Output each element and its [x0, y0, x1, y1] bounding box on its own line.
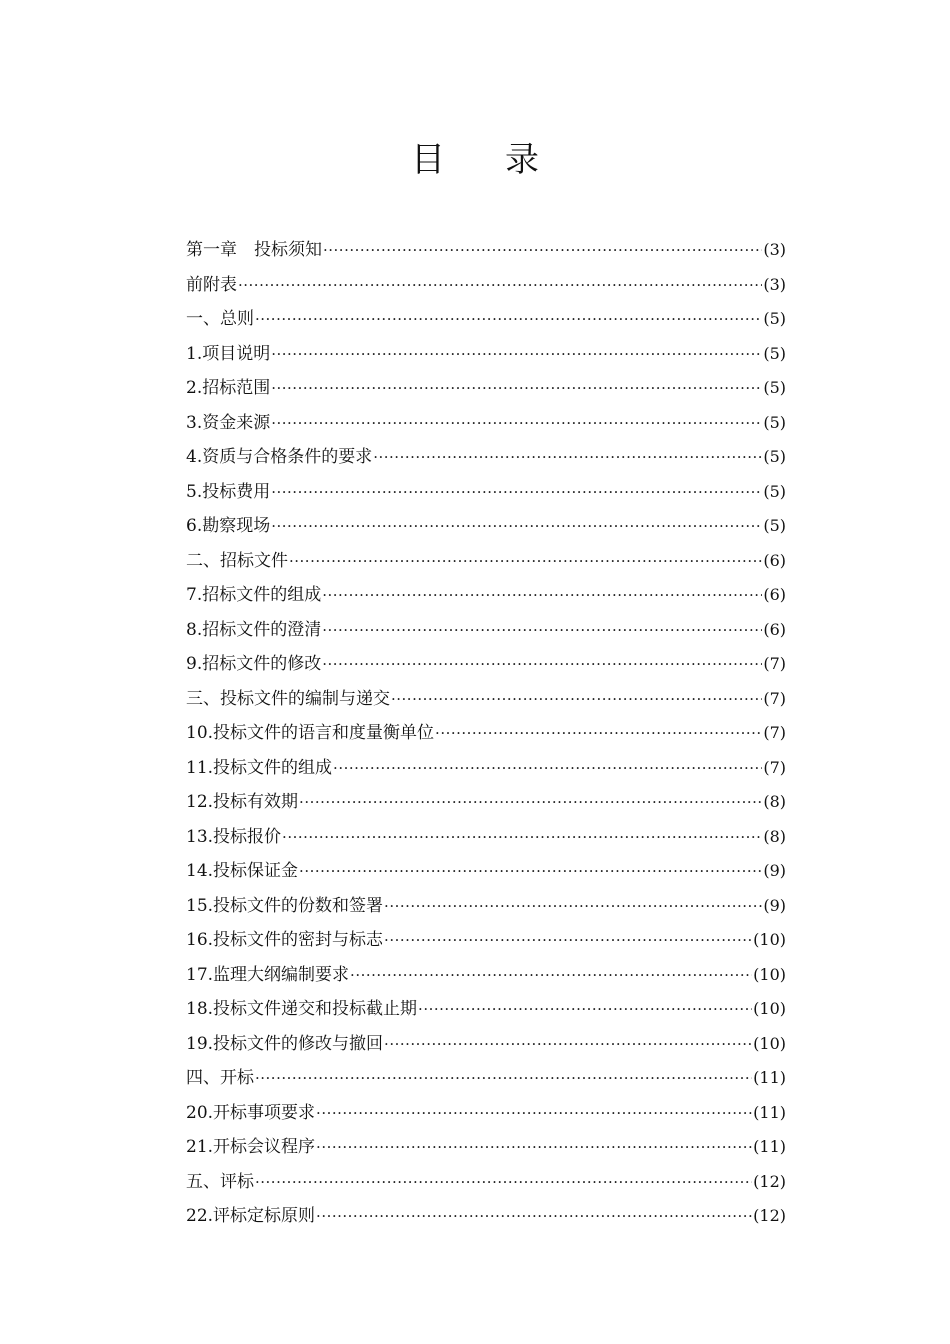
- toc-entry-title: 3.资金来源: [186, 412, 271, 433]
- toc-entry[interactable]: [186, 443, 786, 478]
- toc-entry-title: 一、总则: [186, 309, 254, 329]
- toc-entry-title: 22.评标定标原则: [186, 1206, 316, 1226]
- dot-leader: [350, 961, 752, 989]
- dot-leader: [271, 512, 762, 540]
- toc-entry[interactable]: [186, 788, 786, 823]
- dot-leader: [255, 1064, 752, 1092]
- dot-leader: [271, 340, 762, 368]
- toc-entry[interactable]: [186, 754, 786, 789]
- dot-leader: [289, 547, 762, 575]
- toc-page-number: (8): [763, 826, 786, 846]
- toc-entry-title: 17.监理大纲编制要求: [186, 964, 350, 985]
- dot-leader: [271, 374, 762, 402]
- dot-leader: [333, 754, 762, 782]
- toc-entry-title: 前附表: [186, 274, 237, 295]
- toc-page-number: (10): [753, 964, 786, 984]
- toc-entry-title: 4.资质与合格条件的要求: [186, 447, 373, 467]
- toc-page-number: (10): [753, 930, 786, 949]
- toc-page-number: (9): [763, 895, 786, 915]
- dot-leader: [299, 788, 762, 816]
- toc-entry[interactable]: [186, 512, 786, 547]
- toc-page-number: (5): [763, 481, 786, 501]
- dot-leader: [316, 1099, 752, 1127]
- toc-page-number: (3): [763, 274, 786, 294]
- toc-entry-title: 7.招标文件的组成: [186, 585, 322, 605]
- toc-entry-title: 11.投标文件的组成: [186, 757, 333, 778]
- dot-leader: [255, 1168, 752, 1196]
- toc-page-number: (3): [763, 240, 786, 259]
- toc-entry[interactable]: [186, 719, 786, 754]
- toc-page-number: (12): [753, 1171, 786, 1191]
- dot-leader: [271, 409, 762, 437]
- toc-entry[interactable]: [186, 1133, 786, 1168]
- toc-entry-title: 6.勘察现场: [186, 516, 271, 536]
- toc-page-number: (9): [763, 861, 786, 880]
- dot-leader: [271, 478, 762, 506]
- dot-leader: [384, 1030, 752, 1058]
- toc-entry[interactable]: [186, 892, 786, 927]
- toc-entry[interactable]: [186, 961, 786, 996]
- toc-entry-title: 18.投标文件递交和投标截止期: [186, 999, 418, 1019]
- toc-entry-title: 2.招标范围: [186, 378, 271, 398]
- toc-entry-title: 8.招标文件的澄清: [186, 619, 322, 640]
- toc-page-number: (5): [763, 412, 786, 432]
- toc-page-number: (5): [763, 516, 786, 535]
- toc-page-number: (11): [753, 1102, 786, 1122]
- toc-page-number: (10): [753, 999, 786, 1018]
- toc-page-number: (5): [763, 378, 786, 397]
- toc-page-number: (8): [763, 792, 786, 811]
- dot-leader: [384, 926, 752, 954]
- toc-entry[interactable]: [186, 340, 786, 375]
- toc-entry[interactable]: [186, 581, 786, 616]
- toc-entry[interactable]: [186, 271, 786, 306]
- toc-entry-title: 13.投标报价: [186, 826, 282, 847]
- dot-leader: [391, 685, 762, 713]
- toc-entry-title: 14.投标保证金: [186, 861, 299, 881]
- dot-leader: [282, 823, 762, 851]
- page-title: 目录: [411, 140, 599, 180]
- toc-entry[interactable]: [186, 1168, 786, 1203]
- toc-page-number: (7): [763, 688, 786, 708]
- toc-entry[interactable]: [186, 857, 786, 892]
- toc-entry-title: 12.投标有效期: [186, 792, 299, 812]
- toc-entry[interactable]: [186, 478, 786, 513]
- toc-entry[interactable]: [186, 547, 786, 582]
- toc-entry-title: 第一章 投标须知: [186, 240, 322, 260]
- toc-page-number: (11): [753, 1137, 786, 1156]
- toc-entry-title: 10.投标文件的语言和度量衡单位: [186, 723, 435, 743]
- toc-page-number: (10): [753, 1033, 786, 1053]
- toc-entry[interactable]: [186, 236, 786, 271]
- toc-entry-title: 20.开标事项要求: [186, 1102, 316, 1123]
- toc-entry-title: 19.投标文件的修改与撤回: [186, 1033, 384, 1054]
- toc-entry[interactable]: [186, 374, 786, 409]
- toc-entry[interactable]: [186, 409, 786, 444]
- toc-entry-title: 二、招标文件: [186, 550, 288, 571]
- toc-entry-title: 21.开标会议程序: [186, 1137, 316, 1157]
- dot-leader: [322, 650, 762, 678]
- dot-leader: [418, 995, 752, 1023]
- toc-entry-title: 1.项目说明: [186, 343, 271, 364]
- toc-entry-title: 四、开标: [186, 1068, 254, 1088]
- toc-page-number: (5): [763, 447, 786, 466]
- dot-leader: [299, 857, 762, 885]
- toc-entry[interactable]: [186, 926, 786, 961]
- toc-entry[interactable]: [186, 1099, 786, 1134]
- toc-entry[interactable]: [186, 995, 786, 1030]
- toc-entry[interactable]: [186, 305, 786, 340]
- dot-leader: [323, 236, 762, 264]
- toc-entry[interactable]: [186, 1202, 786, 1237]
- toc-entry[interactable]: [186, 823, 786, 858]
- toc-page-number: (7): [763, 723, 786, 742]
- toc-entry[interactable]: [186, 650, 786, 685]
- toc-page-number: (5): [763, 309, 786, 328]
- toc-page-number: (11): [753, 1068, 786, 1087]
- toc-page-number: (7): [763, 654, 786, 673]
- toc-entry[interactable]: [186, 1030, 786, 1065]
- table-of-contents: [186, 236, 786, 1237]
- dot-leader: [316, 1202, 752, 1230]
- toc-entry-title: 三、投标文件的编制与递交: [186, 688, 390, 709]
- toc-page-number: (5): [763, 343, 786, 363]
- toc-entry[interactable]: [186, 685, 786, 720]
- toc-page-number: (6): [763, 585, 786, 604]
- dot-leader: [322, 616, 762, 644]
- dot-leader: [322, 581, 762, 609]
- toc-entry-title: 五、评标: [186, 1171, 254, 1192]
- dot-leader: [435, 719, 762, 747]
- toc-entry[interactable]: [186, 616, 786, 651]
- toc-entry-title: 15.投标文件的份数和签署: [186, 895, 384, 916]
- toc-page-number: (12): [753, 1206, 786, 1225]
- toc-page-number: (7): [763, 757, 786, 777]
- dot-leader: [238, 271, 762, 299]
- toc-entry-title: 9.招标文件的修改: [186, 654, 322, 674]
- toc-entry-title: 5.投标费用: [186, 481, 271, 502]
- dot-leader: [316, 1133, 752, 1161]
- toc-page-number: (6): [763, 619, 786, 639]
- toc-entry[interactable]: [186, 1064, 786, 1099]
- toc-page-number: (6): [763, 550, 786, 570]
- dot-leader: [255, 305, 762, 333]
- toc-entry-title: 16.投标文件的密封与标志: [186, 930, 384, 950]
- dot-leader: [373, 443, 762, 471]
- dot-leader: [384, 892, 762, 920]
